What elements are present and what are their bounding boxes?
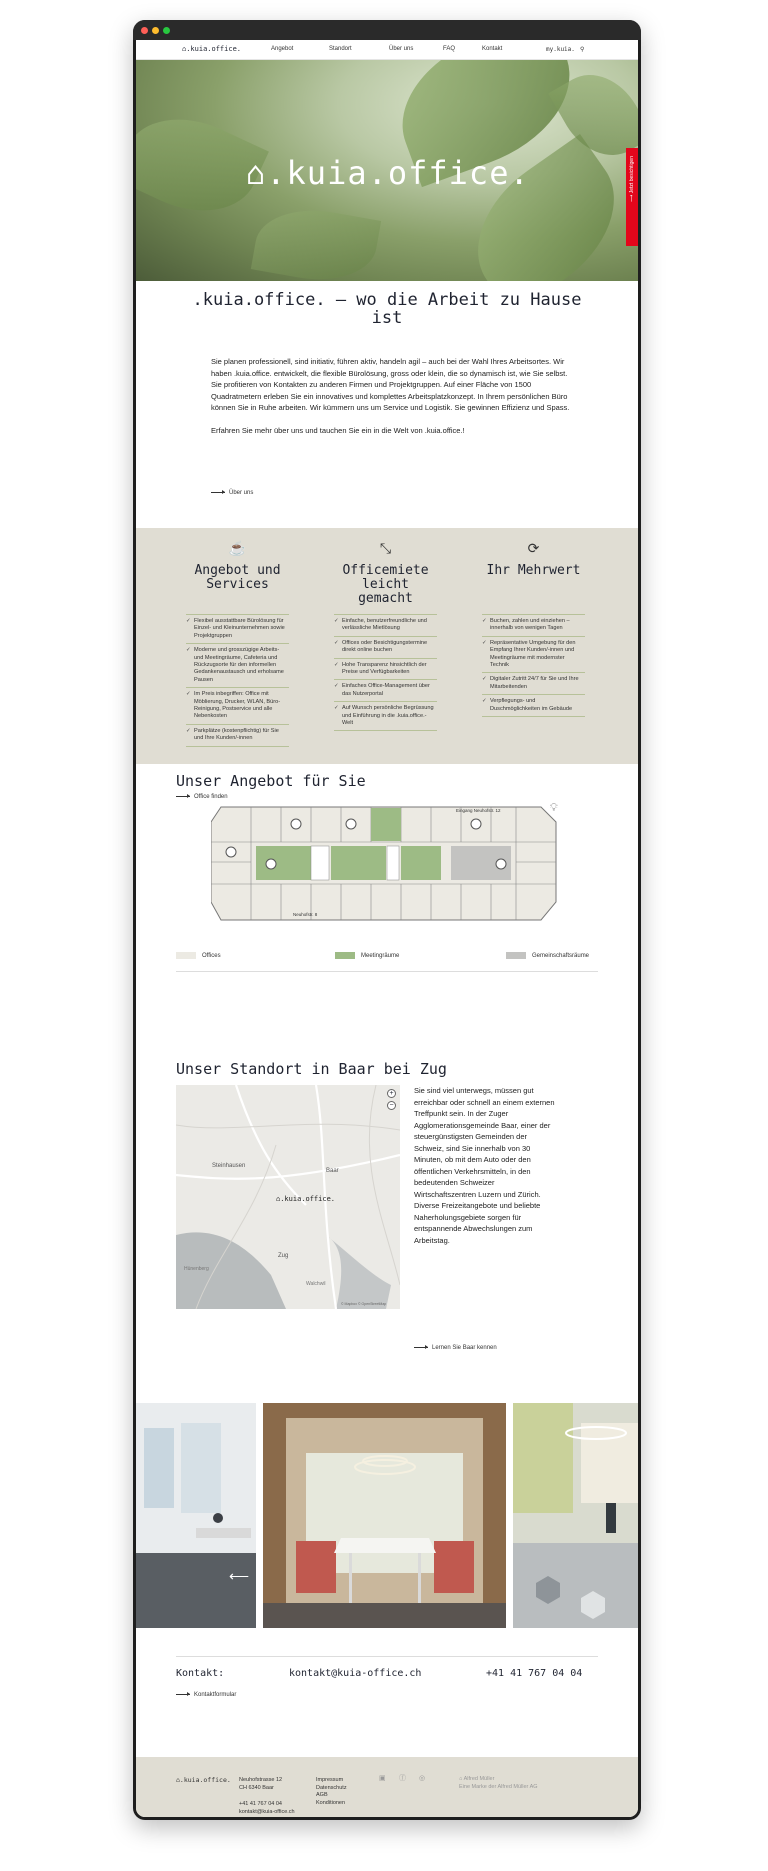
map-logo: ⌂.kuia.office. <box>276 1195 336 1203</box>
list-item: ✓ Hohe Transparenz hinsichtlich der Preise und Verfügbarkeiten <box>334 659 437 681</box>
divider <box>176 1656 598 1657</box>
user-icon[interactable]: ⚲ <box>580 47 585 53</box>
instagram-icon[interactable]: ◎ <box>419 1775 426 1782</box>
contact-phone[interactable]: +41 41 767 04 04 <box>486 1668 583 1679</box>
map-label-walchwil: Walchwil <box>306 1281 326 1287</box>
feature-title: Angebot und Services <box>194 563 281 592</box>
footer-email[interactable]: kontakt@kuia-office.ch <box>239 1808 295 1815</box>
maximize-window-button[interactable] <box>163 27 170 34</box>
account-link[interactable]: my.kuia. <box>546 46 575 53</box>
hero-logo: ⌂.kuia.office. <box>246 154 530 192</box>
zoom-in-button[interactable]: + <box>387 1089 396 1098</box>
footer-address <box>239 1777 282 1792</box>
list-item: ✓ Einfaches Office-Management über das Nutzerportal <box>334 680 437 702</box>
footer-link-konditionen[interactable]: Konditionen <box>316 1799 346 1806</box>
window-titlebar <box>133 20 641 40</box>
legend-label: Meetingräume <box>361 953 400 960</box>
list-item: ✓ Moderne und grosszügige Arbeits- und Meetingräume, Cafeteria und Rückzugsorte für den informellen Gedankenaustausch und erholsame Pausen <box>186 644 289 688</box>
learn-baar-label: Lernen Sie Baar kennen <box>432 1345 497 1351</box>
nav-item-standort[interactable]: Standort <box>329 46 352 52</box>
intro-body <box>211 356 571 436</box>
arrow-right-icon <box>176 796 190 797</box>
leaf-decoration <box>251 200 381 281</box>
about-us-link[interactable] <box>211 490 253 496</box>
contact-form-label: Kontaktformular <box>194 1692 237 1698</box>
coffee-cup-icon: ☕ <box>228 540 247 556</box>
contact-email[interactable]: kontakt@kuia-office.ch <box>289 1668 422 1679</box>
list-item: ✓ Einfache, benutzerfreundliche und verlässliche Mietlösung <box>334 615 437 637</box>
standort-heading: Unser Standort in Baar bei Zug <box>176 1060 447 1078</box>
footer-brand <box>459 1776 538 1791</box>
angebot-heading: Unser Angebot für Sie <box>176 772 366 790</box>
close-window-button[interactable] <box>141 27 148 34</box>
plan-label-street: Neuhofstr. 8 <box>293 912 318 917</box>
photo-carousel[interactable] <box>136 1403 638 1628</box>
map-credit: © Mapbox © OpenStreetMap <box>341 1302 387 1306</box>
features-section <box>136 528 638 764</box>
footer-brand-sub: Eine Marke der Alfred Müller AG <box>459 1783 538 1790</box>
legend-swatch <box>335 952 355 959</box>
footer-brand-name: Alfred Müller <box>463 1776 495 1782</box>
feature-list <box>186 614 289 747</box>
web-page <box>136 40 638 1817</box>
footer-link-agb[interactable]: AGB <box>316 1792 328 1799</box>
footer <box>136 1757 638 1817</box>
legend-swatch <box>506 952 526 959</box>
list-item: ✓ Offices oder Besichtigungstermine direkt online buchen <box>334 637 437 659</box>
book-viewing-label: ⟶ Jetzt besichtigen <box>629 156 635 202</box>
list-item: ✓ Buchen, zahlen und einziehen – innerhalb von wenigen Tagen <box>482 615 585 637</box>
find-office-label: Office finden <box>194 794 228 800</box>
browser-window <box>133 20 641 1820</box>
list-item: ✓ Repräsentative Umgebung für den Empfang Ihrer Kunden/-innen und Meetingräume mit modernster Technik <box>482 637 585 674</box>
intro-paragraph: Sie planen professionell, sind initiativ, führen aktiv, handeln agil – auch bei der Wahl Ihres Arbeitsortes. Wir haben .kuia.office. entwickelt, die flexible Bürolösung, gross oder klein, die so dynamisch ist, wie Sie selbst. Sie profitieren von Kontakten zu anderen Firmen und Projektgruppen. Auf einer Fläche von 1500 Quadratmetern erleben Sie ein innovatives und komplettes Arbeitsplatzkonzept. In Ihrem persönlichen Büro können Sie in Ruhe arbeiten. Wir kümmern uns um Service und Logistik. Sie gewinnen Effizienz und Spass. <box>211 357 570 412</box>
book-viewing-tab[interactable] <box>626 148 638 246</box>
footer-address-line: CH 6340 Baar <box>239 1784 274 1791</box>
about-us-label: Über uns <box>229 490 254 496</box>
footer-contact <box>239 1801 295 1816</box>
intro-paragraph-2: Erfahren Sie mehr über uns und tauchen Sie ein in die Welt von .kuia.office.! <box>211 425 465 435</box>
legend-label: Gemeinschaftsräume <box>532 953 590 960</box>
list-item: ✓ Digitaler Zutritt 24/7 für Sie und Ihre Mitarbeitenden <box>482 673 585 695</box>
facebook-icon[interactable]: ⓕ <box>399 1775 406 1782</box>
footer-phone[interactable]: +41 41 767 04 04 <box>239 1801 282 1807</box>
feature-list <box>482 614 585 717</box>
map-canvas <box>176 1085 400 1309</box>
floor-plan[interactable] <box>211 802 561 927</box>
feature-column-services <box>186 540 289 747</box>
nav-item-ueber-uns[interactable]: Über uns <box>389 46 414 52</box>
map-label-steinhausen: Steinhausen <box>212 1163 246 1169</box>
map-label-huenenberg: Hünenberg <box>184 1266 209 1272</box>
list-item: ✓ Parkplätze (kostenpflichtig) für Sie und Ihre Kunden/-innen <box>186 725 289 747</box>
top-navigation <box>136 40 638 60</box>
feature-list <box>334 614 437 731</box>
learn-baar-link[interactable] <box>414 1345 497 1351</box>
footer-logo[interactable]: ⌂.kuia.office. <box>176 1776 231 1784</box>
linkedin-icon[interactable]: ▣ <box>379 1775 386 1782</box>
nav-item-angebot[interactable]: Angebot <box>271 46 294 52</box>
lightbulb-icon[interactable]: 💡︎ <box>550 802 558 814</box>
feature-column-mehrwert <box>482 540 585 717</box>
map-label-zug: Zug <box>278 1253 289 1259</box>
standort-body: Sie sind viel unterwegs, müssen gut erreichbar oder schnell an einem externen Treffpunkt sein. In der Zuger Agglomerationsgemeinde Baar, einer der steuergünstigsten Gemeinden der Schweiz, sind Sie innerhalb von 30 Minuten, ob mit dem Auto oder den öffentlichen Verkehrsmitteln, in den bedeutenden Schweizer Wirtschaftszentren Luzern und Zürich. Diverse Freizeitangebote und beliebte Naherholungsgebiete sorgen für entspannende Abwechslungen zum Arbeitstag. <box>414 1086 555 1245</box>
contact-form-link[interactable] <box>176 1692 236 1698</box>
hero-banner <box>136 60 638 281</box>
legend-offices <box>176 952 221 959</box>
carousel-prev-button[interactable]: ⟵ <box>229 1568 250 1584</box>
nav-item-faq[interactable]: FAQ <box>443 46 456 52</box>
feature-title: Officemiete leicht gemacht <box>342 563 429 606</box>
plan-label-entrance: Eingang Neuhofstr. 12 <box>456 808 501 813</box>
feature-column-officemiete <box>334 540 437 731</box>
legend-label: Offices <box>202 953 221 960</box>
arrows-in-icon: ⤡ <box>379 540 392 556</box>
intro-heading: .kuia.office. – wo die Arbeit zu Hause ist <box>192 290 582 328</box>
arrow-right-icon <box>414 1347 428 1348</box>
carousel-images <box>136 1403 638 1628</box>
list-item: ✓ Verpflegungs- und Duschmöglichkeiten im Gebäude <box>482 695 585 717</box>
location-map[interactable] <box>176 1085 400 1309</box>
find-office-link[interactable] <box>176 794 228 800</box>
house-icon: ⌂ <box>459 1776 463 1782</box>
feature-title: Ihr Mehrwert <box>486 563 581 578</box>
contact-label: Kontakt: <box>176 1668 225 1679</box>
arrow-right-icon <box>211 492 225 493</box>
arrow-right-icon <box>176 1694 190 1695</box>
list-item: ✓ Im Preis inbegriffen: Office mit Möblierung, Drucker, WLAN, Büro-Reinigung, Postservice und alle Nebenkosten <box>186 688 289 725</box>
footer-link-impressum[interactable]: Impressum <box>316 1777 344 1783</box>
legend-swatch <box>176 952 196 959</box>
footer-links <box>316 1777 347 1807</box>
map-label-baar: Baar <box>326 1168 339 1174</box>
refresh-icon: ⟳ <box>527 540 540 556</box>
nav-item-kontakt[interactable]: Kontakt <box>482 46 503 52</box>
zoom-out-button[interactable]: − <box>387 1101 396 1110</box>
footer-address-line: Neuhofstrasse 12 <box>239 1777 283 1783</box>
legend-common-rooms <box>506 952 589 959</box>
minimize-window-button[interactable] <box>152 27 159 34</box>
legend-meetingrooms <box>335 952 399 959</box>
divider <box>176 971 598 972</box>
footer-link-datenschutz[interactable]: Datenschutz <box>316 1784 347 1791</box>
list-item: ✓ Auf Wunsch persönliche Begrüssung und Einführung in die .kuia.office.-Welt <box>334 702 437 731</box>
nav-logo[interactable]: ⌂.kuia.office. <box>182 45 242 53</box>
list-item: ✓ Flexibel ausstattbare Bürolösung für Einzel- und Kleinunternehmen sowie Projektgruppen <box>186 615 289 644</box>
